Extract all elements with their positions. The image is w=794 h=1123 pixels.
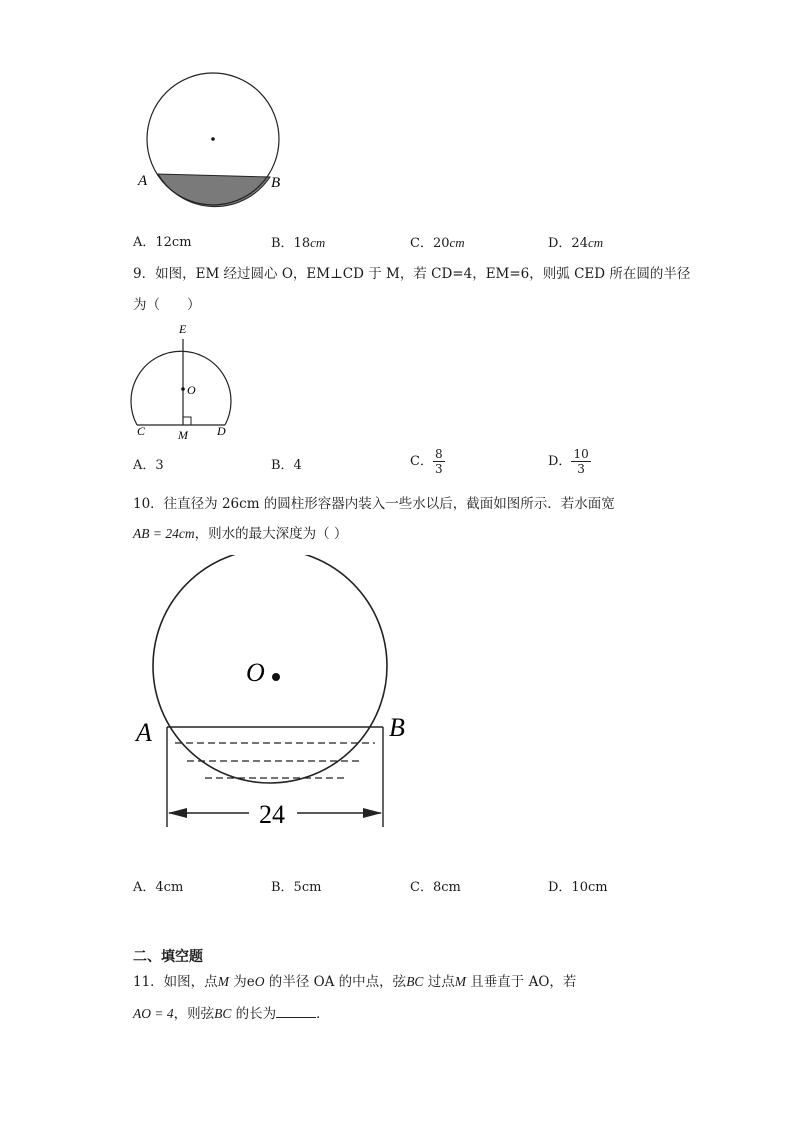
q8-option-d-unit: cm (587, 235, 604, 250)
q10-option-b: B．5cm (271, 880, 322, 895)
q9-option-d-denominator: 3 (577, 462, 585, 476)
q10-circle (153, 555, 387, 783)
q8-label-a: A (138, 173, 148, 189)
q10-arrow-left (168, 808, 187, 818)
q8-option-d-text: D．24 (548, 236, 588, 251)
q11-equation: AO = 4 (133, 1006, 174, 1021)
section-heading-fill-in: 二、填空题 (133, 949, 203, 965)
q11-part2: 为 (228, 974, 247, 990)
q8-option-b-text: B．18 (271, 236, 311, 251)
q11-chord-bc-2: BC (214, 1006, 232, 1021)
q9-option-c-numerator: 8 (434, 447, 443, 461)
q9-label-o: O (187, 383, 196, 397)
q9-label-e: E (179, 322, 187, 336)
q11-part7: 的长为 (231, 1006, 277, 1022)
q8-option-c-text: C．20 (410, 236, 450, 251)
q11-part4: 过点 (423, 974, 455, 990)
q11-part6: ，则弦 (173, 1006, 215, 1022)
q9-option-a: A．3 (133, 458, 164, 473)
q10-text-line1: 10．往直径为 26cm 的圆柱形容器内装入一些水以后，截面如图所示．若水面宽 (133, 496, 615, 512)
q11-chord-bc: BC (406, 974, 424, 989)
q9-arc (131, 351, 231, 425)
q9-option-d-numerator: 10 (573, 447, 589, 461)
q9-text-line1: 9．如图，EM 经过圆心 O，EM⊥CD 于 M，若 CD=4，EM=6，则弧 CED 所在圆的半径 (133, 266, 691, 282)
q10-label-b: B (389, 713, 405, 742)
q9-option-d-prefix: D． (548, 453, 572, 469)
q9-option-d (548, 447, 591, 476)
q11-answer-blank[interactable] (276, 1004, 316, 1018)
q9-option-d-fraction (571, 447, 590, 476)
q11-circle-symbol: e (246, 974, 255, 990)
q8-option-b (271, 234, 325, 253)
q9-option-c-fraction (433, 447, 445, 476)
q9-option-b: B．4 (271, 458, 302, 473)
q10-figure (125, 555, 425, 840)
q8-label-b: B (271, 175, 281, 191)
q8-shaded-segment (158, 174, 270, 207)
q11-part1: 11．如图，点 (133, 974, 218, 990)
q11-period: ． (316, 1006, 330, 1022)
q8-figure (125, 60, 305, 220)
q11-text-line1 (133, 973, 576, 991)
q9-option-c-prefix: C． (410, 453, 433, 469)
q8-option-a: A．12cm (133, 235, 192, 250)
q9-option-c-denominator: 3 (434, 462, 443, 476)
q10-label-o: O (246, 658, 265, 687)
q9-label-m: M (178, 428, 188, 442)
q8-center-dot (211, 137, 215, 141)
q10-label-a: A (136, 718, 152, 747)
q11-part3: 的半径 OA 的中点，弦 (264, 974, 407, 990)
q10-equation: AB = 24cm (133, 526, 195, 541)
q8-option-d (548, 234, 603, 253)
q11-point-m: M (217, 974, 229, 989)
q9-center-dot (181, 387, 185, 391)
q11-circle-o: O (254, 974, 265, 989)
q11-part5: 且垂直于 AO，若 (466, 974, 577, 990)
q9-label-c: C (137, 424, 146, 438)
q10-dimension-label: 24 (259, 800, 285, 829)
q9-label-d: D (217, 424, 226, 438)
q10-text-line2 (133, 525, 347, 543)
q10-option-c: C．8cm (410, 880, 461, 895)
q9-right-angle-mark (183, 417, 191, 425)
q10-option-a: A．4cm (133, 880, 184, 895)
q10-option-d: D．10cm (548, 880, 608, 895)
q10-center-dot (272, 673, 280, 681)
q9-text-line2: 为（ ） (133, 297, 201, 313)
q10-arrow-right (363, 808, 382, 818)
q8-option-c (410, 234, 465, 253)
q11-text-line2 (133, 1004, 330, 1023)
q11-point-m-2: M (454, 974, 466, 989)
q9-option-c (410, 447, 445, 476)
q8-option-b-unit: cm (310, 235, 326, 250)
q9-figure (125, 318, 245, 443)
q8-option-c-unit: cm (449, 235, 465, 250)
q10-question: ，则水的最大深度为（ ） (194, 526, 348, 542)
